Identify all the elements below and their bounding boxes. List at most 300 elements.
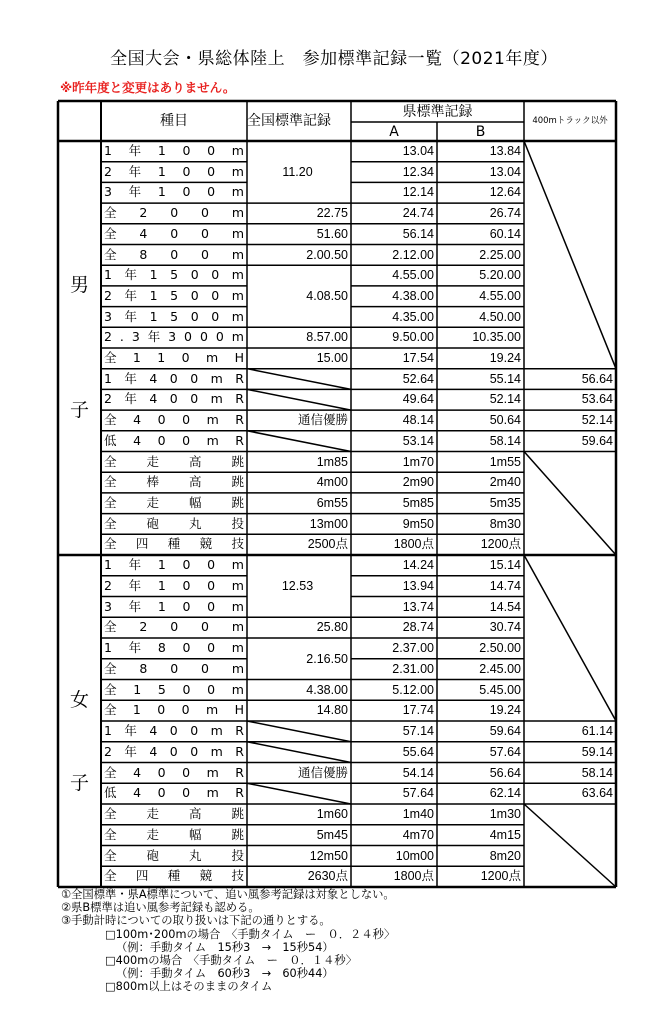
event-char: 全 (104, 847, 117, 863)
event-char: 0 (169, 391, 178, 407)
event-name (101, 742, 247, 763)
pref-a-value: 55.64 (402, 744, 434, 759)
event-char: 1 (157, 557, 166, 573)
event-char: 0 (190, 391, 199, 407)
event-char: m (231, 660, 244, 676)
event-char: 0 (169, 743, 178, 759)
national-value: 25.80 (316, 620, 348, 635)
pref-a-value: 48.14 (402, 413, 434, 428)
not-applicable-diagonal (524, 452, 616, 556)
pref-b-value: 19.24 (489, 351, 521, 366)
non-400m-value: 59.14 (581, 744, 613, 759)
pref-b-value: 12.64 (489, 185, 521, 200)
pref-b-value: 56.64 (489, 765, 521, 780)
event-char: 高 (188, 806, 202, 822)
event-char: 3 (104, 184, 112, 200)
pref-a-value: 57.14 (402, 724, 434, 739)
notes (61, 888, 395, 994)
event-char: m (231, 308, 244, 324)
note-3: ③手動計時についての取り扱いは下記の通りとする。 (61, 914, 331, 928)
event-name (101, 721, 247, 742)
event-char: 0 (201, 619, 209, 635)
non-400m-value: 58.14 (581, 765, 613, 780)
event-name (101, 534, 247, 555)
pref-b-value: 50.64 (489, 413, 521, 428)
event-char: 5 (170, 308, 179, 324)
pref-a-value: 9.50.00 (392, 330, 434, 345)
pref-a-value: 13.74 (402, 599, 434, 614)
non-400m-value: 59.64 (581, 433, 613, 448)
pref-a-value: 2.37.00 (392, 641, 434, 656)
event-char: 0 (201, 225, 209, 241)
national-value: 51.60 (316, 226, 348, 241)
note-400m: □400mの場合 〈手動タイム ー ０．１４秒〉 (105, 954, 358, 968)
event-char: 全 (104, 515, 117, 531)
event-char: 4 (149, 723, 158, 739)
event-char: 0 (190, 267, 199, 283)
event-char: m (231, 681, 244, 697)
event-char: 0 (182, 577, 191, 593)
event-char: 0 (169, 370, 178, 386)
pref-a-value: 10m00 (395, 848, 434, 863)
not-applicable-diagonal (247, 742, 351, 763)
header-non-400m-track: 400mトラック以外 (532, 115, 608, 126)
pref-a-value: 4.35.00 (392, 309, 434, 324)
event-char: R (235, 743, 244, 759)
event-char: 0 (184, 329, 192, 345)
pref-b-value: 2.50.00 (479, 641, 521, 656)
event-char: m (206, 432, 219, 448)
event-char: R (235, 412, 244, 428)
event-char: . (119, 329, 124, 345)
pref-b-value: 1m30 (489, 807, 521, 822)
national-value: 2.16.50 (306, 651, 348, 666)
event-char: m (210, 370, 223, 386)
event-char: 年 (124, 308, 138, 324)
event-char: 0 (190, 308, 199, 324)
event-name (101, 825, 247, 846)
pref-a-value: 17.74 (402, 703, 434, 718)
event-char: H (234, 350, 244, 366)
event-char: 3 (168, 329, 177, 345)
event-char: m (231, 225, 244, 241)
event-char: 0 (181, 350, 190, 366)
event-char: 種 (167, 868, 181, 884)
event-char: 5 (157, 681, 166, 697)
event-char: 0 (157, 702, 166, 718)
event-char: 4 (133, 432, 142, 448)
event-char: H (234, 702, 244, 718)
event-char: 1 (157, 598, 166, 614)
pref-b-value: 30.74 (489, 620, 521, 635)
event-char: 丸 (188, 847, 202, 863)
event-char: 5 (170, 267, 179, 283)
event-char: 0 (207, 681, 216, 697)
pref-a-value: 57.64 (402, 786, 434, 801)
event-char: m (231, 163, 244, 179)
event-char: 0 (182, 412, 191, 428)
event-char: 1 (104, 143, 112, 159)
pref-a-value: 9m50 (402, 516, 434, 531)
event-char: 0 (182, 432, 191, 448)
event-char: m (231, 577, 244, 593)
event-char: 1 (104, 640, 112, 656)
event-char: 四 (135, 536, 149, 552)
event-char: 4 (139, 225, 148, 241)
event-name (101, 410, 247, 431)
event-char: 全 (104, 350, 117, 366)
event-char: 低 (104, 785, 117, 801)
event-char: 0 (215, 329, 224, 345)
event-name (101, 514, 247, 535)
event-char: 0 (170, 619, 179, 635)
event-char: 4 (149, 743, 158, 759)
event-char: 年 (128, 143, 142, 159)
event-char: 走 (146, 494, 159, 510)
event-char: 0 (182, 598, 191, 614)
event-char: 4 (133, 412, 142, 428)
event-char: m (231, 640, 244, 656)
pref-b-value: 58.14 (489, 433, 521, 448)
pref-b-value: 5m35 (489, 495, 521, 510)
non-400m-value: 52.14 (581, 413, 613, 428)
pref-b-value: 14.54 (489, 599, 521, 614)
pref-a-value: 4m70 (402, 827, 434, 842)
event-char: 0 (182, 557, 191, 573)
event-char: 1 (149, 267, 158, 283)
header-b: B (475, 123, 486, 140)
event-char: 0 (182, 184, 191, 200)
event-char: 全 (104, 806, 117, 822)
event-char: 3 (104, 598, 112, 614)
event-char: 0 (207, 557, 216, 573)
event-char: 競 (199, 868, 213, 884)
national-value: 14.80 (316, 703, 348, 718)
event-char: 高 (188, 453, 202, 469)
national-value: 11.20 (282, 164, 313, 179)
event-name (101, 286, 247, 307)
header-prefecture: 県標準記録 (402, 103, 473, 120)
event-name (101, 348, 247, 369)
event-char: m (231, 205, 244, 221)
pref-a-value: 49.64 (402, 392, 434, 407)
event-char: 年 (128, 557, 142, 573)
event-char: 0 (201, 205, 209, 221)
pref-a-value: 28.74 (402, 620, 434, 635)
event-char: 0 (207, 640, 216, 656)
event-char: 4 (149, 391, 158, 407)
pref-b-value: 52.14 (489, 392, 521, 407)
event-char: 全 (104, 660, 117, 676)
event-char: m (210, 743, 223, 759)
event-char: 0 (201, 660, 209, 676)
event-char: 0 (201, 246, 209, 262)
event-char: 年 (124, 370, 137, 386)
event-char: 全 (104, 826, 117, 842)
event-char: 投 (231, 847, 244, 863)
pref-b-value: 2.45.00 (479, 661, 521, 676)
event-name (101, 680, 247, 701)
pref-b-value: 55.14 (489, 371, 521, 386)
event-name (101, 866, 247, 887)
national-value: 2630点 (307, 869, 348, 884)
pref-b-value: 1200点 (480, 537, 521, 552)
national-value: 2.00.50 (306, 247, 348, 262)
event-char: 1 (104, 723, 112, 739)
pref-a-value: 1800点 (393, 869, 434, 884)
national-value: 4.38.00 (306, 682, 348, 697)
national-value: 1m85 (316, 454, 348, 469)
event-name (101, 389, 247, 410)
event-char: 跳 (231, 453, 244, 469)
event-char: 0 (182, 163, 191, 179)
event-name (101, 452, 247, 473)
pref-a-value: 2m90 (402, 475, 434, 490)
event-char: 1 (157, 163, 166, 179)
event-char: 8 (139, 246, 148, 262)
event-char: 年 (124, 267, 138, 283)
event-char: 0 (182, 764, 191, 780)
event-char: R (235, 723, 244, 739)
event-char: 全 (104, 764, 117, 780)
pref-a-value: 13.04 (402, 144, 434, 159)
event-char: 1 (104, 557, 112, 573)
event-char: 全 (104, 474, 117, 490)
event-char: m (206, 764, 219, 780)
event-name (101, 245, 247, 266)
event-char: 年 (128, 640, 142, 656)
event-char: 全 (104, 536, 117, 552)
not-applicable-diagonal (247, 431, 351, 452)
event-char: 全 (104, 702, 117, 718)
pref-b-value: 57.64 (489, 744, 521, 759)
event-char: 0 (182, 143, 191, 159)
event-char: 0 (182, 640, 191, 656)
event-char: 走 (146, 826, 159, 842)
national-value: 5m45 (316, 827, 348, 842)
event-char: R (235, 391, 244, 407)
event-name (101, 472, 247, 493)
event-char: 0 (211, 267, 220, 283)
event-char: 高 (188, 474, 202, 490)
pref-a-value: 4.55.00 (392, 268, 434, 283)
event-char: 低 (104, 432, 117, 448)
event-char: m (206, 702, 219, 718)
event-name (101, 576, 247, 597)
pref-a-value: 53.14 (402, 433, 434, 448)
event-name (101, 555, 247, 576)
pref-a-value: 12.14 (402, 185, 434, 200)
event-char: m (206, 350, 219, 366)
national-value: 1m60 (316, 807, 348, 822)
event-char: 丸 (188, 515, 202, 531)
event-char: 0 (207, 598, 216, 614)
national-value: 通信優勝 (297, 413, 348, 428)
event-name (101, 224, 247, 245)
national-value: 8.57.00 (306, 330, 348, 345)
non-400m-value: 53.64 (581, 392, 613, 407)
national-value: 2500点 (307, 537, 348, 552)
national-value: 通信優勝 (297, 765, 348, 780)
event-char: R (235, 785, 244, 801)
event-char: m (231, 267, 244, 283)
event-char: 2 (139, 205, 148, 221)
event-char: 跳 (231, 474, 244, 490)
event-char: 0 (190, 743, 199, 759)
event-char: R (235, 432, 244, 448)
event-name (101, 162, 247, 183)
event-char: 1 (157, 350, 166, 366)
event-char: 四 (135, 868, 149, 884)
not-applicable-diagonal (524, 141, 616, 369)
national-value: 12m50 (309, 848, 348, 863)
pref-b-value: 15.14 (489, 558, 521, 573)
pref-b-value: 13.84 (489, 144, 521, 159)
event-name (101, 182, 247, 203)
pref-b-value: 5.45.00 (479, 682, 521, 697)
event-char: 砲 (146, 847, 159, 863)
pref-a-value: 12.34 (402, 164, 434, 179)
event-char: 4 (133, 764, 142, 780)
event-name (101, 700, 247, 721)
event-name (101, 203, 247, 224)
event-char: 0 (182, 785, 191, 801)
note-sprint-example: （例：手動タイム 15秒3 → 15秒54） (116, 940, 334, 954)
not-applicable-diagonal (524, 555, 616, 721)
pref-a-value: 1800点 (393, 537, 434, 552)
event-name (101, 431, 247, 452)
event-char: 年 (128, 163, 142, 179)
event-char: 0 (207, 577, 216, 593)
event-char: 0 (190, 723, 199, 739)
not-applicable-diagonal (247, 389, 351, 410)
event-char: 全 (104, 246, 117, 262)
event-char: 0 (207, 163, 216, 179)
pref-a-value: 5.12.00 (392, 682, 434, 697)
event-char: m (206, 412, 219, 428)
national-value: 13m00 (309, 516, 348, 531)
pref-a-value: 1m40 (402, 807, 434, 822)
event-char: 跳 (231, 826, 244, 842)
not-applicable-diagonal (247, 721, 351, 742)
event-char: 1 (132, 702, 141, 718)
event-char: 年 (124, 391, 137, 407)
pref-b-value: 10.35.00 (472, 330, 521, 345)
pref-a-value: 4.38.00 (392, 288, 434, 303)
event-char: 0 (182, 681, 191, 697)
event-char: 年 (124, 723, 137, 739)
event-name (101, 763, 247, 784)
event-char: 1 (149, 308, 158, 324)
pref-a-value: 54.14 (402, 765, 434, 780)
event-char: 1 (132, 350, 141, 366)
gender-label-men-2: 子 (69, 398, 89, 421)
event-char: 種 (167, 536, 181, 552)
note-2: ②県B標準は追い風参考記録も認める。 (61, 901, 260, 915)
event-char: 年 (128, 184, 142, 200)
event-char: 2 (104, 743, 112, 759)
event-char: 1 (104, 267, 112, 283)
pref-b-value: 8m20 (489, 848, 521, 863)
event-char: 跳 (231, 806, 244, 822)
event-char: 投 (231, 515, 244, 531)
event-char: 跳 (231, 494, 244, 510)
event-char: 8 (157, 640, 166, 656)
event-char: 4 (149, 370, 158, 386)
event-char: m (231, 557, 244, 573)
event-char: 0 (170, 225, 179, 241)
event-char: 0 (190, 287, 199, 303)
event-char: 0 (169, 723, 178, 739)
header-a: A (389, 123, 399, 140)
pref-b-value: 13.04 (489, 164, 521, 179)
event-char: 2 (104, 287, 112, 303)
event-char: 全 (104, 225, 117, 241)
note-400m-example: （例：手動タイム 60秒3 → 60秒44） (116, 967, 334, 981)
pref-b-value: 4.50.00 (479, 309, 521, 324)
event-char: 3 (131, 329, 140, 345)
event-char: m (231, 246, 244, 262)
event-char: 2 (104, 391, 112, 407)
event-char: 棒 (146, 474, 159, 490)
not-applicable-diagonal (524, 804, 616, 887)
event-name (101, 597, 247, 618)
notice-text: ※昨年度と変更はありません。 (60, 80, 236, 95)
event-char: 年 (124, 743, 137, 759)
event-char: 走 (146, 453, 159, 469)
event-char: 0 (211, 308, 220, 324)
event-char: 全 (104, 494, 117, 510)
event-char: 0 (170, 246, 179, 262)
event-char: m (231, 287, 244, 303)
note-sprint: □100m･200mの場合 〈手動タイム ー ０．２４秒〉 (105, 927, 396, 941)
event-char: 0 (157, 764, 166, 780)
note-800m: □800m以上はそのままのタイム (105, 980, 273, 994)
event-char: 年 (124, 287, 138, 303)
event-char: 全 (104, 412, 117, 428)
gender-label-women-1: 女 (69, 688, 89, 711)
event-char: 全 (104, 453, 117, 469)
pref-a-value: 2.12.00 (392, 247, 434, 262)
event-name (101, 327, 247, 348)
pref-b-value: 59.64 (489, 724, 521, 739)
pref-b-value: 5.20.00 (479, 268, 521, 283)
event-char: 1 (157, 184, 166, 200)
event-char: 全 (104, 681, 117, 697)
event-char: 0 (211, 287, 220, 303)
event-name (101, 265, 247, 286)
event-char: 1 (104, 370, 112, 386)
event-name (101, 846, 247, 867)
event-char: R (235, 764, 244, 780)
event-char: 年 (128, 577, 142, 593)
pref-a-value: 2.31.00 (392, 661, 434, 676)
event-char: 1 (133, 681, 142, 697)
pref-b-value: 4.55.00 (479, 288, 521, 303)
event-name (101, 617, 247, 638)
pref-a-value: 52.64 (402, 371, 434, 386)
pref-b-value: 2m40 (489, 475, 521, 490)
event-char: m (231, 184, 244, 200)
pref-b-value: 1200点 (480, 869, 521, 884)
event-char: 2 (104, 577, 112, 593)
pref-b-value: 8m30 (489, 516, 521, 531)
national-value: 4.08.50 (306, 288, 348, 303)
event-char: 0 (190, 370, 199, 386)
event-char: 技 (231, 536, 244, 552)
not-applicable-diagonal (247, 783, 351, 804)
event-char: 幅 (188, 494, 202, 510)
